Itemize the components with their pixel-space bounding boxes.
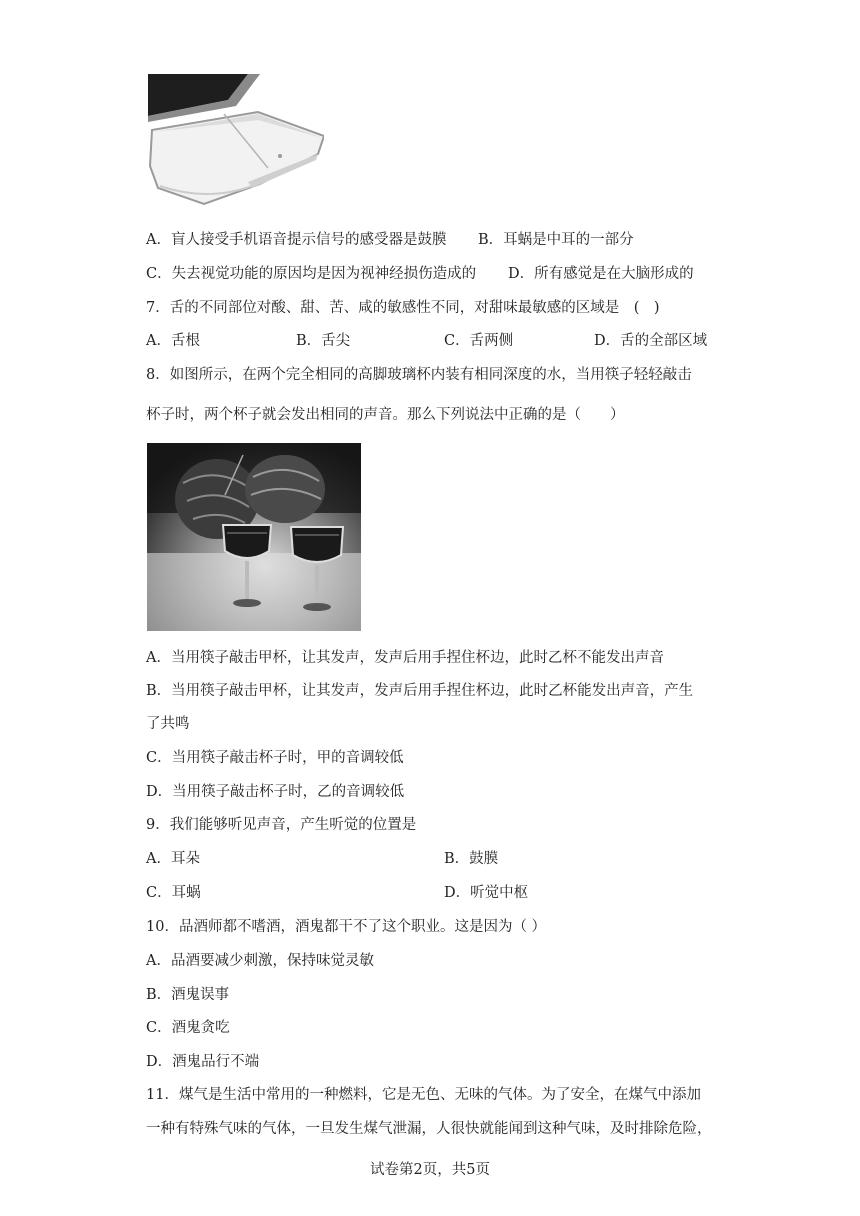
q8-stem-line-2: 杯子时，两个杯子就会发出相同的声音。那么下列说法中正确的是（ ） xyxy=(146,407,625,423)
q8-option-b-line-1: B．当用筷子敲击甲杯，让其发声，发声后用手捏住杯边，此时乙杯能发出声音，产生 xyxy=(146,683,694,699)
q8-stem-line-1: 8．如图所示，在两个完全相同的高脚玻璃杯内装有相同深度的水，当用筷子轻轻敲击 xyxy=(146,367,692,383)
q7-option-b: B．舌尖 xyxy=(296,333,351,349)
q6-option-d: D．所有感觉是在大脑形成的 xyxy=(508,266,694,282)
q7-option-c: C．舌两侧 xyxy=(444,333,514,349)
q7-option-a: A．舌根 xyxy=(146,333,200,349)
q8-option-a: A．当用筷子敲击甲杯，让其发声，发声后用手捏住杯边，此时乙杯不能发出声音 xyxy=(146,650,664,666)
q10-option-c: C．酒鬼贪吃 xyxy=(146,1020,230,1036)
q10-option-a: A．品酒要减少刺激，保持味觉灵敏 xyxy=(146,953,374,969)
q8-option-b-line-2: 了共鸣 xyxy=(146,716,190,732)
q8-option-d: D．当用筷子敲击杯子时，乙的音调较低 xyxy=(146,784,405,800)
q9-option-c: C．耳蜗 xyxy=(146,885,201,901)
q11-stem-line-1: 11．煤气是生活中常用的一种燃料，它是无色、无味的气体。为了安全，在煤气中添加 xyxy=(146,1087,701,1103)
q6-option-c: C．失去视觉功能的原因均是因为视神经损伤造成的 xyxy=(146,266,477,282)
q10-option-d: D．酒鬼品行不端 xyxy=(146,1054,260,1070)
q6-option-a: A．盲人接受手机语音提示信号的感受器是鼓膜 xyxy=(146,232,447,248)
page-footer: 试卷第2页，共5页 xyxy=(370,1162,490,1178)
wine-glasses-graphic xyxy=(147,443,361,631)
q8-option-c: C．当用筷子敲击杯子时，甲的音调较低 xyxy=(146,750,404,766)
q7-option-d: D．舌的全部区域 xyxy=(594,333,708,349)
q9-option-d: D．听觉中枢 xyxy=(444,885,529,901)
q6-option-b: B．耳蜗是中耳的一部分 xyxy=(478,232,634,248)
phone-photo-graphic xyxy=(148,74,324,208)
q7-stem: 7．舌的不同部位对酸、甜、苦、咸的敏感性不同，对甜味最敏感的区域是 ( ) xyxy=(146,300,660,316)
q10-stem: 10．品酒师都不嗜酒，酒鬼都干不了这个职业。这是因为（ ） xyxy=(146,919,547,935)
q9-option-a: A．耳朵 xyxy=(146,851,200,867)
phone-photo xyxy=(148,74,324,208)
wine-glasses-photo xyxy=(147,443,361,631)
q9-stem: 9．我们能够听见声音，产生听觉的位置是 xyxy=(146,817,417,833)
q11-stem-line-2: 一种有特殊气味的气体，一旦发生煤气泄漏，人很快就能闻到这种气味，及时排除危险， xyxy=(146,1121,712,1137)
q9-option-b: B．鼓膜 xyxy=(444,851,499,867)
q10-option-b: B．酒鬼误事 xyxy=(146,987,230,1003)
